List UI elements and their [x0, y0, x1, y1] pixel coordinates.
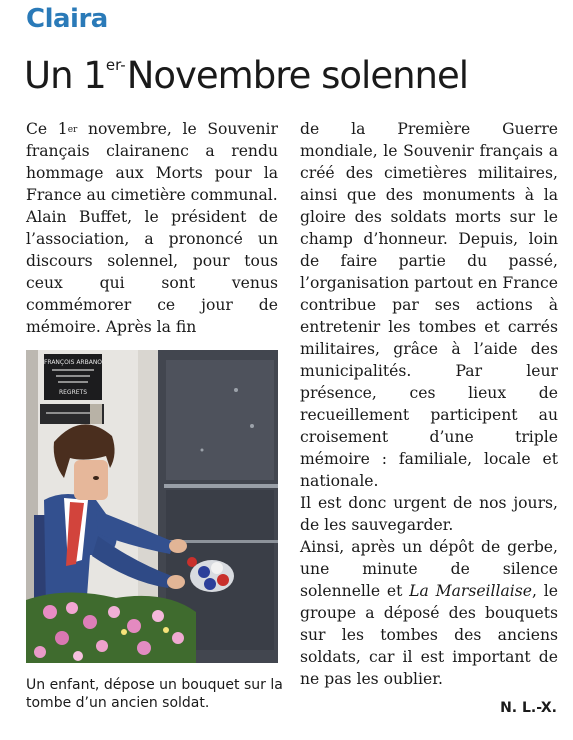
plaque-regrets: REGRETS — [58, 389, 88, 396]
headline-superscript: er- — [105, 56, 126, 74]
article-headline — [24, 54, 468, 97]
paragraph-history: de la Première Guerre mondiale, le Souvenir français a créé des cimetières militaires, ainsi que des monuments à la gloire des soldats morts sur le champ d’honneur. Depuis, loin de faire partie du passé, l’organisation partout en France contribue par ses actions à entretenir les tombes et carrés militaires, grâce à l’aide des municipalités. Par leur présence, ces lieux de recueillement participent au croisement d’une triple mémoire : familiale, locale et nationale. — [300, 120, 558, 490]
paragraph-intro — [26, 118, 278, 206]
author-byline: N. L.-X. — [500, 700, 557, 716]
paragraph-president: Alain Buffet, le président de l’association, a prononcé un discours solennel, pour tous ceux qui sont venus commémorer ce jour de mémoire. Après la fin — [26, 208, 278, 336]
plaque-name: FRANÇOIS ARBANO — [43, 359, 103, 366]
paragraph-intro-rest: novembre, le Souvenir français clairanenc a rendu hommage aux Morts pour la France au cimetière communal. — [26, 120, 278, 204]
paragraph-urgency: Il est donc urgent de nos jours, de les sauvegarder. — [300, 494, 558, 534]
paragraph-ceremony-start: Ainsi, après un dépôt de gerbe, une minute de silence solennelle et — [300, 538, 558, 600]
article-column-right — [300, 118, 558, 690]
paragraph-ceremony-rest: , le groupe a déposé des bouquets sur les tombes des anciens soldats, car il est important de ne pas les oublier. — [300, 582, 558, 688]
article-photo — [26, 350, 278, 663]
paragraph-ceremony — [300, 536, 558, 690]
photo-caption: Un enfant, dépose un bouquet sur la tombe d’un ancien soldat. — [26, 677, 283, 711]
headline-pre: Un 1 — [24, 54, 106, 97]
headline-post: Novembre solennel — [126, 54, 469, 97]
section-label: Claira — [26, 4, 108, 34]
paragraph-intro-start: Ce 1 — [26, 120, 68, 138]
ordinal-superscript: er — [67, 125, 78, 135]
anthem-title: La Marseillaise — [409, 582, 533, 600]
photo-illustration — [26, 350, 278, 663]
article-column-left — [26, 118, 278, 338]
